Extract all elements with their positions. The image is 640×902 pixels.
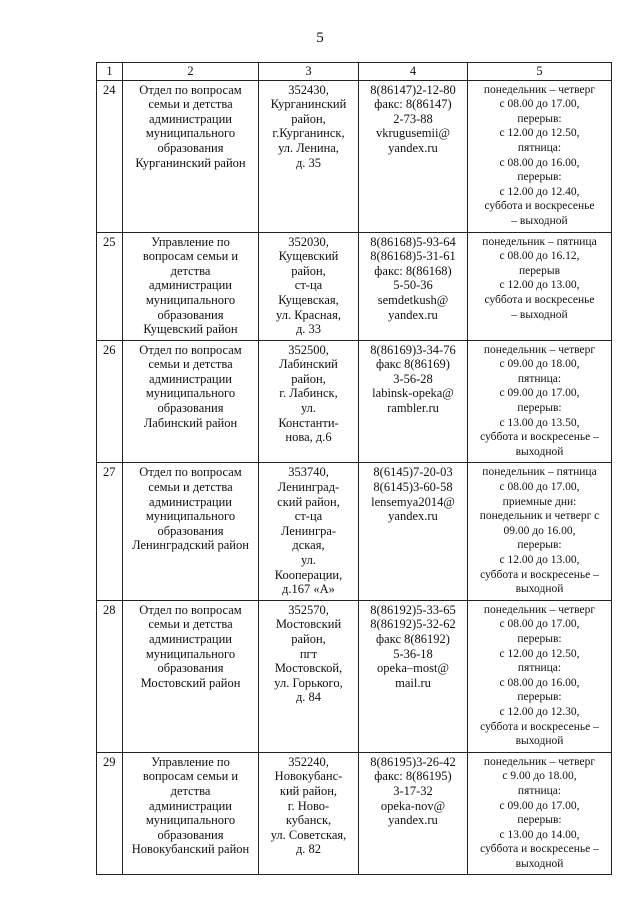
- schedule-line: перерыв:: [517, 171, 562, 184]
- address-cell: [259, 232, 359, 340]
- name-line: Мостовский район: [140, 675, 241, 690]
- contacts-line: 5-50-36: [393, 278, 433, 293]
- schedule-line: – выходной: [511, 308, 568, 321]
- schedule-line: с 12.00 до 12.50,: [499, 647, 580, 660]
- schedule-line: понедельник – пятница: [482, 466, 597, 479]
- address-line: кубанск,: [285, 813, 332, 828]
- contacts-line: 8(86192)5-33-65: [370, 602, 456, 617]
- contacts-line: opeka-nov@: [380, 798, 446, 813]
- name-line: Отдел по вопросам: [139, 465, 242, 480]
- address-line: ул. Красная,: [276, 307, 341, 322]
- schedule-line: пятница:: [517, 784, 562, 797]
- contacts-line: 8(6145)7-20-03: [373, 465, 453, 480]
- address-line: Новокубанс-: [274, 769, 343, 784]
- schedule-line: с 08.00 до 16.00,: [499, 676, 580, 689]
- name-line: Отдел по вопросам: [139, 602, 242, 617]
- table-row: [97, 600, 612, 752]
- schedule-line: суббота и воскресенье: [484, 293, 595, 306]
- header-cell: 3: [259, 63, 359, 81]
- schedule-line: с 09.00 до 17.00,: [499, 387, 580, 400]
- name-line: муниципального: [145, 386, 236, 401]
- name-line: Управление по: [151, 754, 230, 769]
- schedule-line: перерыв:: [517, 814, 562, 827]
- schedule-cell: [468, 600, 612, 752]
- name-line: Курганинский район: [135, 155, 246, 170]
- schedule-line: с 12.00 до 13.00,: [499, 554, 580, 566]
- contacts-line: 3-56-28: [393, 371, 433, 386]
- contacts-line: 8(86147)2-12-80: [370, 82, 456, 97]
- contacts-line: mail.ru: [395, 675, 431, 690]
- name-line: образования: [157, 307, 224, 322]
- name-line: муниципального: [145, 509, 236, 524]
- schedule-line: с 09.00 до 18.00,: [499, 358, 580, 371]
- schedule-line: понедельник – четверг: [483, 343, 596, 356]
- address-line: район,: [291, 631, 326, 646]
- contacts-line: 8(86168)5-93-64: [370, 234, 456, 249]
- address-line: пгт: [299, 646, 318, 661]
- schedule-line: перерыв:: [517, 402, 562, 415]
- contacts-line: lensemya2014@: [371, 494, 455, 509]
- address-line: Кущевская,: [278, 292, 339, 307]
- address-line: ул.: [300, 553, 317, 567]
- departments-table: [96, 62, 612, 875]
- address-line: Ленинград-: [277, 480, 340, 495]
- address-line: ст-ца: [294, 509, 323, 524]
- address-line: г. Лабинск,: [279, 386, 338, 401]
- row-number: 27: [97, 463, 123, 600]
- name-line: администрации: [149, 371, 232, 386]
- contacts-line: opeka–most@: [377, 661, 449, 676]
- schedule-line: с 09.00 до 17.00,: [499, 799, 580, 812]
- name-line: вопросам семьи и: [142, 769, 239, 784]
- address-line: Кущевский: [278, 249, 339, 264]
- contacts-line: vkrugusemii@: [375, 126, 450, 141]
- name-line: образования: [157, 827, 224, 842]
- address-line: ский район,: [277, 494, 340, 509]
- schedule-line: перерыв:: [517, 632, 562, 645]
- contacts-cell: [359, 463, 468, 600]
- name-line: семьи и детства: [148, 97, 233, 112]
- contacts-line: rambler.ru: [387, 401, 439, 416]
- schedule-line: пятница:: [517, 662, 562, 675]
- schedule-line: с 08.00 до 17.00,: [499, 618, 580, 631]
- name-line: муниципального: [145, 646, 236, 661]
- name-line: муниципального: [145, 292, 236, 307]
- contacts-line: yandex.ru: [388, 509, 438, 524]
- department-name-cell: [123, 80, 259, 232]
- schedule-line: с 08.00 до 16.00,: [499, 156, 580, 169]
- schedule-line: выходной: [515, 445, 564, 458]
- schedule-line: суббота и воскресенье –: [480, 568, 599, 581]
- name-line: Отдел по вопросам: [139, 342, 242, 357]
- contacts-line: semdetkush@: [377, 292, 449, 307]
- address-line: 352570,: [288, 602, 329, 617]
- name-line: муниципального: [145, 126, 236, 141]
- address-line: Константи-: [278, 415, 339, 430]
- schedule-cell: [468, 232, 612, 340]
- address-line: ул. Ленина,: [278, 140, 339, 155]
- schedule-line: понедельник – пятница: [482, 235, 597, 248]
- schedule-line: с 12.00 до 12.40,: [499, 185, 580, 198]
- name-line: администрации: [149, 798, 232, 813]
- department-name-cell: [123, 340, 259, 463]
- name-line: семьи и детства: [148, 480, 233, 495]
- address-line: Курганинский: [270, 97, 347, 112]
- schedule-line: перерыв:: [517, 539, 562, 552]
- name-line: детства: [170, 783, 211, 798]
- address-line: Лабинский: [279, 357, 338, 372]
- row-number: 29: [97, 752, 123, 875]
- address-line: д. 33: [295, 322, 322, 337]
- contacts-line: 3-17-32: [393, 783, 433, 798]
- name-line: образования: [157, 523, 224, 538]
- address-line: ул. Советская,: [270, 827, 347, 842]
- contacts-line: labinsk-opeka@: [372, 386, 454, 401]
- name-line: Управление по: [151, 234, 230, 249]
- header-cell: 4: [359, 63, 468, 81]
- schedule-line: понедельник и четверг с: [479, 510, 600, 523]
- address-line: 353740,: [288, 465, 329, 480]
- name-line: муниципального: [145, 813, 236, 828]
- address-line: д. 82: [295, 842, 322, 857]
- schedule-cell: [468, 463, 612, 600]
- schedule-line: с 12.00 до 12.30,: [499, 705, 580, 718]
- schedule-line: с 08.00 до 16.12,: [499, 250, 580, 263]
- address-line: нова, д.6: [285, 430, 332, 445]
- schedule-line: с 9.00 до 18.00,: [502, 770, 577, 783]
- table-row: [97, 232, 612, 340]
- contacts-line: факс: 8(86147): [374, 97, 452, 112]
- schedule-line: 09.00 до 16.00,: [503, 524, 576, 537]
- schedule-line: с 12.00 до 12.50,: [499, 127, 580, 140]
- schedule-line: – выходной: [511, 214, 568, 227]
- name-line: Кущевский район: [143, 322, 238, 337]
- schedule-line: понедельник – четверг: [483, 83, 596, 96]
- address-line: 352240,: [288, 754, 329, 769]
- address-line: район,: [291, 263, 326, 278]
- contacts-cell: [359, 80, 468, 232]
- address-line: Мостовский: [275, 617, 342, 632]
- schedule-line: пятница:: [517, 372, 562, 385]
- table-row: [97, 463, 612, 600]
- name-line: Отдел по вопросам: [139, 82, 242, 97]
- address-line: ул.: [300, 401, 317, 416]
- address-cell: [259, 80, 359, 232]
- page-number: 5: [316, 30, 324, 46]
- schedule-line: с 08.00 до 17.00,: [499, 98, 580, 111]
- name-line: образования: [157, 140, 224, 155]
- table-row: [97, 340, 612, 463]
- department-name-cell: [123, 232, 259, 340]
- department-name-cell: [123, 463, 259, 600]
- schedule-line: суббота и воскресенье –: [480, 843, 599, 856]
- name-line: администрации: [149, 278, 232, 293]
- row-number: 26: [97, 340, 123, 463]
- schedule-cell: [468, 752, 612, 875]
- contacts-line: 8(86192)5-32-62: [370, 617, 456, 632]
- address-line: 352030,: [288, 234, 329, 249]
- row-number: 28: [97, 600, 123, 752]
- schedule-line: с 13.00 до 14.00,: [499, 828, 580, 841]
- address-line: 352500,: [288, 342, 329, 357]
- schedule-line: выходной: [515, 735, 564, 748]
- schedule-cell: [468, 340, 612, 463]
- name-line: детства: [170, 263, 211, 278]
- header-cell: 5: [468, 63, 612, 81]
- address-cell: [259, 752, 359, 875]
- address-line: д.167 «А»: [282, 582, 335, 597]
- address-line: Ленингра-: [280, 523, 337, 538]
- schedule-line: выходной: [515, 857, 564, 870]
- name-line: администрации: [149, 494, 232, 509]
- address-line: район,: [291, 111, 326, 126]
- contacts-line: 2-73-88: [393, 111, 433, 126]
- name-line: образования: [157, 661, 224, 676]
- address-line: д. 35: [295, 155, 322, 170]
- contacts-line: yandex.ru: [388, 307, 438, 322]
- address-line: район,: [291, 371, 326, 386]
- row-number: 24: [97, 80, 123, 232]
- header-cell: 2: [123, 63, 259, 81]
- name-line: образования: [157, 401, 224, 416]
- department-name-cell: [123, 600, 259, 752]
- address-line: 352430,: [288, 82, 329, 97]
- name-line: вопросам семьи и: [142, 249, 239, 264]
- schedule-line: суббота и воскресенье: [484, 200, 595, 213]
- contacts-line: 8(86195)3-26-42: [370, 754, 456, 769]
- schedule-line: выходной: [515, 583, 564, 596]
- schedule-line: понедельник – четверг: [483, 755, 596, 768]
- table-header-row: [97, 63, 612, 81]
- address-line: д. 84: [295, 690, 322, 705]
- contacts-line: факс 8(86192): [376, 631, 450, 646]
- row-number: 25: [97, 232, 123, 340]
- name-line: администрации: [149, 111, 232, 126]
- contacts-line: 8(86169)3-34-76: [370, 342, 456, 357]
- schedule-line: суббота и воскресенье –: [480, 431, 599, 444]
- address-line: дская,: [292, 538, 325, 553]
- department-name-cell: [123, 752, 259, 875]
- table-row: [97, 80, 612, 232]
- contacts-line: 8(86168)5-31-61: [370, 249, 456, 264]
- table-row: [97, 752, 612, 875]
- contacts-cell: [359, 232, 468, 340]
- address-cell: [259, 600, 359, 752]
- address-line: кий район,: [279, 783, 338, 798]
- schedule-line: понедельник – четверг: [483, 603, 596, 616]
- schedule-line: приемные дни:: [502, 495, 577, 508]
- address-cell: [259, 463, 359, 600]
- schedule-line: перерыв:: [517, 691, 562, 704]
- contacts-line: 5-36-18: [393, 646, 433, 661]
- schedule-cell: [468, 80, 612, 232]
- address-line: ст-ца: [294, 278, 323, 293]
- schedule-line: пятница:: [517, 141, 562, 154]
- name-line: семьи и детства: [148, 357, 233, 372]
- contacts-cell: [359, 752, 468, 875]
- contacts-line: факс 8(86169): [376, 357, 450, 372]
- name-line: Лабинский район: [143, 415, 238, 430]
- address-cell: [259, 340, 359, 463]
- name-line: администрации: [149, 631, 232, 646]
- address-line: Кооперации,: [274, 567, 343, 582]
- schedule-line: с 13.00 до 13.50,: [499, 416, 580, 429]
- contacts-line: факс: 8(86168): [374, 263, 452, 278]
- header-cell: 1: [97, 63, 123, 81]
- address-line: ул. Горького,: [274, 675, 343, 690]
- address-line: Мостовской,: [274, 661, 343, 676]
- contacts-line: yandex.ru: [388, 813, 438, 828]
- contacts-line: yandex.ru: [388, 140, 438, 155]
- contacts-cell: [359, 600, 468, 752]
- name-line: семьи и детства: [148, 617, 233, 632]
- schedule-line: с 08.00 до 17.00,: [499, 481, 580, 494]
- schedule-line: суббота и воскресенье –: [480, 720, 599, 733]
- address-line: г. Ново-: [287, 798, 330, 813]
- name-line: Ленинградский район: [132, 538, 249, 553]
- schedule-line: перерыв:: [517, 112, 562, 125]
- schedule-line: с 12.00 до 13.00,: [499, 279, 580, 292]
- name-line: Новокубанский район: [131, 842, 250, 857]
- schedule-line: перерыв: [518, 264, 561, 277]
- address-line: г.Курганинск,: [272, 126, 345, 141]
- contacts-cell: [359, 340, 468, 463]
- contacts-line: 8(6145)3-60-58: [373, 480, 453, 495]
- contacts-line: факс: 8(86195): [374, 769, 452, 784]
